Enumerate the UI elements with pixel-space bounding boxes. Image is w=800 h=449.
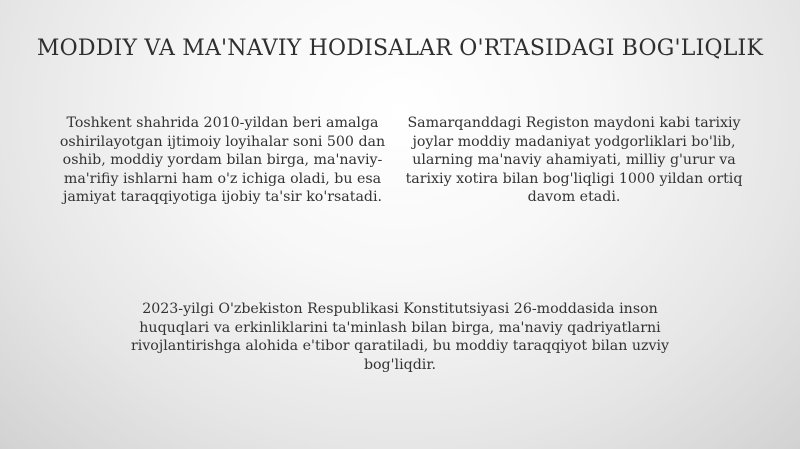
paragraph-bottom: 2023-yilgi O'zbekiston Respublikasi Konstitutsiyasi 26-moddasida inson huquqlari va erkinliklarini ta'minlash bilan birga, ma'naviy qadriyatlarni rivojlantirishga alohida e'tibor qaratiladi, bu moddiy taraqqiyot bilan uzviy bog'liqdir. [130,301,670,373]
slide-title: MODDIY VA MA'NAVIY HODISALAR O'RTASIDAGI BOG'LIQLIK [36,36,764,61]
paragraph-left: Toshkent shahrida 2010-yildan beri amalga oshirilayotgan ijtimoiy loyihalar soni 500 dan oshib, moddiy yordam bilan birga, ma'naviy-ma'rifiy ishlarni ham o'z ichiga oladi, bu esa jamiyat taraqqiyotiga ijobiy ta'sir ko'rsatadi. [59,115,386,205]
paragraph-right: Samarqanddagi Registon maydoni kabi tarixiy joylar moddiy madaniyat yodgorliklari bo'lib, ularning ma'naviy ahamiyati, milliy g'urur va tarixiy xotira bilan bog'liqligi 1000 yildan ortiq davom etadi. [405,115,743,205]
